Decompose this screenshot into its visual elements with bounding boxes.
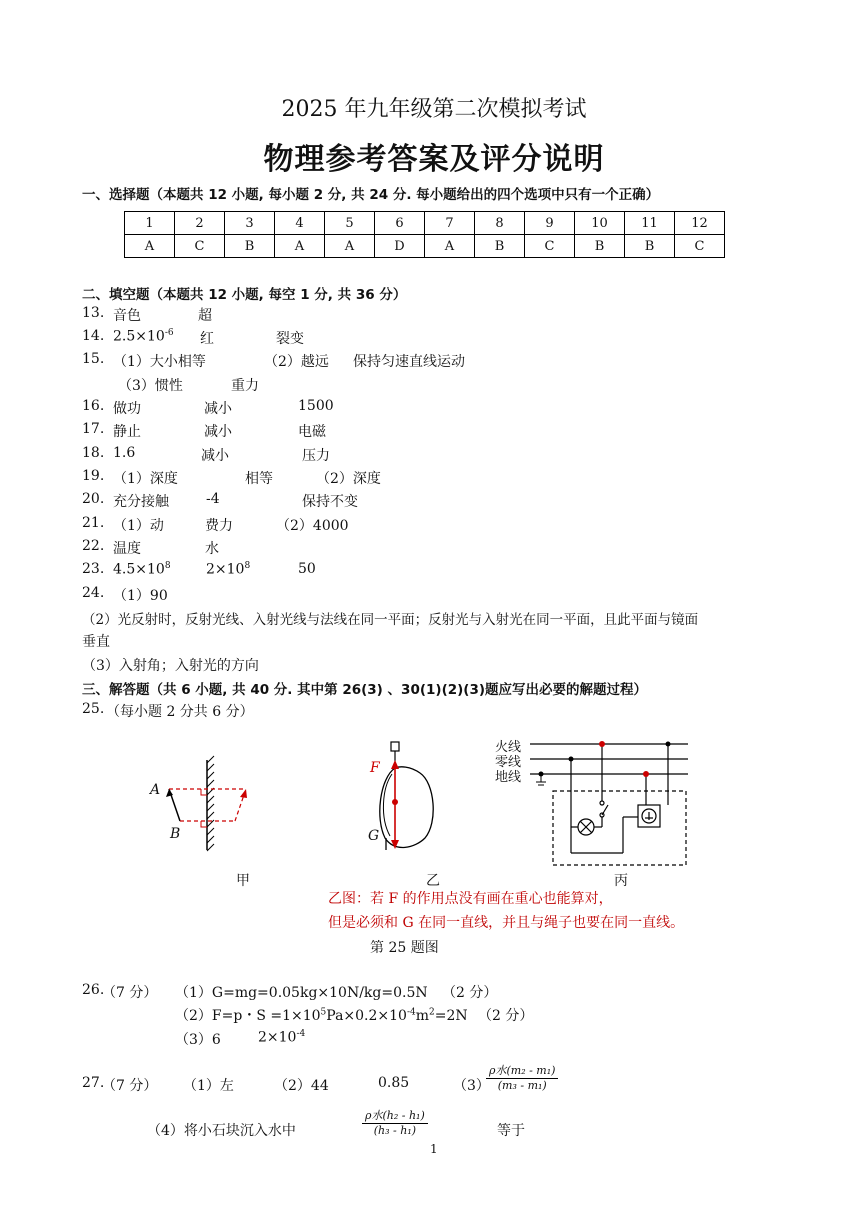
q15-b: （2）越远 xyxy=(264,354,329,370)
q17-b: 减小 xyxy=(204,424,232,440)
q20-b: -4 xyxy=(206,491,220,507)
q24-a: （1）90 xyxy=(113,588,168,604)
q23-a-base: 4.5×10 xyxy=(113,561,165,578)
q19-a: （1）深度 xyxy=(113,471,178,487)
circuit-wiring xyxy=(571,744,668,853)
answer-cell: C xyxy=(525,235,575,258)
q18-num: 18. xyxy=(82,445,105,461)
label-b: B xyxy=(170,826,181,842)
q20-a: 充分接触 xyxy=(113,494,169,510)
q14-c: 裂变 xyxy=(276,331,304,347)
page-subtitle: 物理参考答案及评分说明 xyxy=(263,142,605,177)
answer-table-answer-row xyxy=(125,235,725,258)
figure-bing-circuit xyxy=(528,735,693,870)
junction-4 xyxy=(643,771,649,777)
q19-c: （2）深度 xyxy=(316,471,381,487)
center-of-gravity xyxy=(392,799,398,805)
q27-num: 27. xyxy=(82,1075,105,1091)
q23-a-sup: 8 xyxy=(164,561,171,571)
question-number-cell: 5 xyxy=(325,212,375,235)
q26-line2-score: （2 分） xyxy=(478,1008,534,1024)
q17-num: 17. xyxy=(82,421,105,437)
section1-heading: 一、选择题（本题共 12 小题, 每小题 2 分, 共 24 分. 每小题给出的四个选项中只有一个正确） xyxy=(82,187,660,203)
label-a: A xyxy=(150,782,161,798)
answer-cell: B xyxy=(625,235,675,258)
q26-line2-a: （2）F=p・S =1×10 xyxy=(175,1008,321,1024)
q26-line3b xyxy=(258,1029,305,1046)
q26-line2-d: =2N xyxy=(434,1008,468,1024)
label-g: G xyxy=(368,828,380,844)
q20-num: 20. xyxy=(82,491,105,507)
q14-b: 红 xyxy=(200,331,214,347)
q19-b: 相等 xyxy=(245,471,273,487)
q21-num: 21. xyxy=(82,515,105,531)
answer-cell: A xyxy=(275,235,325,258)
q27-f: 等于 xyxy=(497,1123,525,1139)
question-number-cell: 3 xyxy=(225,212,275,235)
q26-line2-b: Pa×0.2×10 xyxy=(326,1008,407,1024)
q15-num: 15. xyxy=(82,351,105,367)
q27-d: （3） xyxy=(453,1078,490,1094)
q23-a xyxy=(113,561,171,578)
wire-label-live: 火线 xyxy=(495,740,522,755)
q26-line3b-sup: -4 xyxy=(296,1029,306,1039)
q23-num: 23. xyxy=(82,561,105,577)
junction-5 xyxy=(539,772,544,777)
q27-fraction-2 xyxy=(362,1107,428,1137)
q22-b: 水 xyxy=(205,541,219,557)
page-number: 1 xyxy=(430,1142,438,1156)
question-number-cell: 4 xyxy=(275,212,325,235)
q25-num: 25. xyxy=(82,701,105,717)
q27-fraction-1-denominator: (m₃ - m₁) xyxy=(497,1079,547,1092)
hook xyxy=(391,742,399,751)
q27-a: （1）左 xyxy=(183,1078,234,1094)
socket xyxy=(638,805,660,827)
q27-b: （2）44 xyxy=(274,1078,329,1094)
junction-3 xyxy=(569,757,574,762)
answer-cell: C xyxy=(675,235,725,258)
q13-num: 13. xyxy=(82,305,105,321)
q27-fraction-1-numerator: ρ水(m₂ - m₁) xyxy=(486,1062,558,1079)
q16-a: 做功 xyxy=(113,401,141,417)
question-number-cell: 6 xyxy=(375,212,425,235)
q15-e: 重力 xyxy=(231,378,259,394)
q21-c: （2）4000 xyxy=(276,518,349,534)
q25-note2: 但是必须和 G 在同一直线，并且与绳子也要在同一直线。 xyxy=(328,915,685,931)
q27-fraction-2-numerator: ρ水(h₂ - h₁) xyxy=(362,1107,428,1124)
bag-outline xyxy=(380,767,433,848)
q23-b xyxy=(206,561,250,578)
q21-a: （1）动 xyxy=(113,518,164,534)
q26-line2-sup1: 5 xyxy=(320,1007,327,1018)
figure-jia-mirror xyxy=(140,755,270,855)
image-arrowhead xyxy=(240,789,247,798)
q24-line3: 垂直 xyxy=(82,634,110,650)
q16-c: 1500 xyxy=(298,398,334,414)
question-number-cell: 11 xyxy=(625,212,675,235)
dashed-enclosure xyxy=(553,791,686,865)
q22-a: 温度 xyxy=(113,541,141,557)
q25-note1: 乙图：若 F 的作用点没有画在重心也能算对， xyxy=(328,891,613,907)
question-number-cell: 12 xyxy=(675,212,725,235)
q19-num: 19. xyxy=(82,468,105,484)
question-number-cell: 7 xyxy=(425,212,475,235)
q25-desc: （每小题 2 分共 6 分） xyxy=(106,704,254,720)
q26-line1-score: （2 分） xyxy=(442,985,498,1001)
q22-num: 22. xyxy=(82,538,105,554)
q27-fraction-1 xyxy=(486,1062,558,1092)
junction-1 xyxy=(666,742,671,747)
q26-line3b-base: 2×10 xyxy=(258,1029,297,1046)
label-f: F xyxy=(370,760,380,776)
section3-heading: 三、解答题（共 6 小题, 共 40 分. 其中第 26(3) 、30(1)(2)(3)题应写出必要的解题过程） xyxy=(82,682,648,698)
q15-a: （1）大小相等 xyxy=(113,354,206,370)
lamp xyxy=(578,819,594,835)
q26-score: （7 分） xyxy=(102,985,158,1001)
section2-heading: 二、填空题（本题共 12 小题, 每空 1 分, 共 36 分） xyxy=(82,287,407,303)
q27-score: （7 分） xyxy=(102,1078,158,1094)
q15-d: （3）惯性 xyxy=(118,378,183,394)
q18-c: 压力 xyxy=(302,448,330,464)
q26-line3a: （3）6 xyxy=(175,1032,221,1048)
answer-cell: B xyxy=(225,235,275,258)
q23-b-base: 2×10 xyxy=(206,561,245,578)
q23-c: 50 xyxy=(298,561,316,577)
q13-a: 音色 xyxy=(113,308,141,324)
q26-line2 xyxy=(175,1005,468,1025)
wire-label-ground: 地线 xyxy=(495,770,522,785)
q14-a-sup: -6 xyxy=(164,328,174,338)
q18-a: 1.6 xyxy=(113,445,136,461)
answer-cell: C xyxy=(175,235,225,258)
answer-cell: A xyxy=(425,235,475,258)
question-number-cell: 8 xyxy=(475,212,525,235)
q17-a: 静止 xyxy=(113,424,141,440)
answer-table-number-row xyxy=(125,212,725,235)
q27-fraction-2-denominator: (h₃ - h₁) xyxy=(373,1124,417,1137)
q18-b: 减小 xyxy=(201,448,229,464)
q16-num: 16. xyxy=(82,398,105,414)
mirror-hatching xyxy=(207,756,214,851)
wire-label-neutral: 零线 xyxy=(495,755,522,770)
question-number-cell: 10 xyxy=(575,212,625,235)
q26-line2-c: m xyxy=(415,1008,430,1024)
junction-2 xyxy=(599,741,605,747)
q24-line2: （2）光反射时，反射光线、入射光线与法线在同一平面；反射光与入射光在同一平面，且此平面与镜面 xyxy=(82,612,699,628)
force-f-arrowhead xyxy=(391,760,399,769)
answer-cell: B xyxy=(575,235,625,258)
fig3-caption: 丙 xyxy=(614,873,628,889)
q21-b: 费力 xyxy=(205,518,233,534)
q26-line1: （1）G=mg=0.05kg×10N/kg=0.5N xyxy=(175,985,428,1001)
q23-b-sup: 8 xyxy=(244,561,251,571)
question-number-cell: 9 xyxy=(525,212,575,235)
page-title: 2025 年九年级第二次模拟考试 xyxy=(281,97,587,122)
fig1-caption: 甲 xyxy=(236,873,250,889)
q26-line2-sup3: 2 xyxy=(429,1007,435,1018)
answer-cell: A xyxy=(125,235,175,258)
q26-num: 26. xyxy=(82,982,105,998)
q14-a-base: 2.5×10 xyxy=(113,328,165,345)
q25-caption: 第 25 题图 xyxy=(370,940,439,956)
q16-b: 减小 xyxy=(204,401,232,417)
q27-e: （4）将小石块沉入水中 xyxy=(147,1123,296,1139)
q24-line4: （3）入射角；入射光的方向 xyxy=(82,658,259,674)
answer-cell: D xyxy=(375,235,425,258)
q24-num: 24. xyxy=(82,585,105,601)
q14-num: 14. xyxy=(82,328,105,344)
q26-line2-sup2: -4 xyxy=(406,1007,416,1018)
fig2-caption: 乙 xyxy=(426,873,440,889)
answer-table xyxy=(124,211,725,258)
question-number-cell: 1 xyxy=(125,212,175,235)
switch xyxy=(600,801,608,817)
answer-cell: B xyxy=(475,235,525,258)
q14-a xyxy=(113,328,174,345)
question-number-cell: 2 xyxy=(175,212,225,235)
q17-c: 电磁 xyxy=(298,424,326,440)
q20-c: 保持不变 xyxy=(302,494,358,510)
q15-c: 保持匀速直线运动 xyxy=(353,354,465,370)
answer-cell: A xyxy=(325,235,375,258)
q27-c: 0.85 xyxy=(378,1075,410,1091)
q13-b: 超 xyxy=(198,308,212,324)
